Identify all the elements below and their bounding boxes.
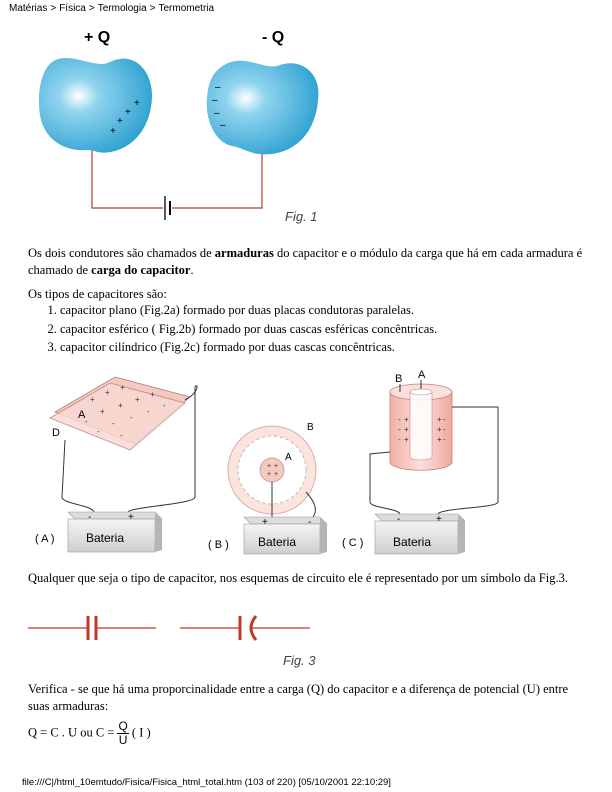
plus-sign: + (117, 116, 123, 127)
formula (28, 720, 588, 747)
battery-label: Bateria (86, 531, 125, 545)
cyl-charge: - (398, 425, 401, 434)
breadcrumb-item[interactable]: Matérias (9, 3, 48, 14)
breadcrumb-item[interactable]: Termometria (158, 3, 215, 14)
fig1-diagram (0, 0, 612, 240)
plate-charge: - (163, 401, 166, 410)
plus-sign: + (125, 107, 131, 118)
list-item: 2. capacitor esférico ( Fig.2b) formado por duas cascas esféricas concêntricas. (60, 320, 588, 339)
terminal-plus: + (262, 517, 268, 528)
paragraph-text: do capacitor e o módulo da carga que há em cada armadura é chamado de (28, 246, 583, 277)
paragraph-text: Os dois condutores são chamados de (28, 246, 215, 260)
label-b: B (307, 422, 314, 433)
minus-sign: – (220, 120, 226, 131)
paragraph-armaduras (28, 245, 588, 279)
label-d: D (52, 427, 60, 439)
capacitor-types-list (28, 301, 588, 357)
terminal-plus: + (436, 514, 442, 525)
fig2-diagram (0, 362, 612, 562)
battery-label: Bateria (393, 535, 432, 549)
paragraph-text: . (190, 263, 194, 277)
label-a: A (285, 452, 292, 463)
formula-suffix: ( I ) (131, 725, 151, 740)
cyl-charge: - (443, 435, 446, 444)
cyl-charge: + (437, 435, 442, 444)
minus-sign: – (214, 108, 220, 119)
plate-charge: - (147, 407, 150, 416)
plate-charge: + (120, 383, 125, 392)
cyl-charge: - (398, 435, 401, 444)
breadcrumb-item[interactable]: Termologia (97, 3, 147, 14)
terminal-minus: - (308, 517, 312, 528)
plate-charge: + (105, 388, 110, 397)
cyl-charge: - (443, 415, 446, 424)
cyl-charge: + (404, 425, 409, 434)
fig2b-caption: ( B ) (208, 539, 229, 551)
label-b: B (395, 373, 403, 385)
fig1-circuit-wire (92, 150, 262, 208)
fig3-symbols (0, 608, 612, 648)
breadcrumb-item[interactable]: Física (59, 3, 86, 14)
terminal-minus: - (397, 514, 401, 525)
breadcrumb-separator: > (149, 3, 156, 14)
negative-charge-label: - Q (262, 29, 285, 46)
positive-charge-label: + Q (84, 29, 111, 46)
types-intro: Os tipos de capacitores são: (28, 287, 167, 301)
label-a: A (418, 369, 426, 381)
terminal-minus: - (88, 512, 92, 523)
capacitor-symbol-plane (28, 616, 156, 640)
plus-sign: + (110, 126, 116, 137)
cyl-charge: + (437, 425, 442, 434)
term-armaduras: armaduras (214, 246, 274, 260)
cyl-charge: + (404, 415, 409, 424)
fig2a-caption: ( A ) (35, 533, 55, 545)
list-item: 3. capacitor cilíndrico (Fig.2c) formado por duas cascas concêntricas. (60, 338, 588, 357)
plate-charge: + (90, 395, 95, 404)
fraction-denominator: U (118, 733, 128, 747)
breadcrumb-separator: > (50, 3, 57, 14)
fraction-numerator: Q (118, 719, 128, 733)
minus-sign: – (215, 82, 221, 93)
plate-charge: + (150, 390, 155, 399)
plate-charge: - (85, 417, 88, 426)
battery-label: Bateria (258, 535, 297, 549)
plate-charge: - (112, 419, 115, 428)
negative-conductor (207, 61, 319, 155)
inner-charge: + (267, 471, 272, 478)
plate-charge: + (118, 401, 123, 410)
cyl-charge: + (404, 435, 409, 444)
cyl-charge: + (437, 415, 442, 424)
page-footer: file:///C|/html_10emtudo/Fisica/Fisica_html_total.htm (103 of 220) [05/10/2001 22:10:29] (22, 777, 391, 788)
terminal-plus: + (128, 512, 134, 523)
plus-sign: + (134, 98, 140, 109)
cyl-charge: - (443, 425, 446, 434)
plate-charge: - (130, 413, 133, 422)
inner-charge: + (274, 463, 279, 470)
paragraph-verify: Verifica - se que há uma proporcinalidade entre a carga (Q) do capacitor e a diferença de potencial (U) entre suas armaduras: (28, 682, 569, 713)
list-item: 1. capacitor plano (Fig.2a) formado por duas placas condutoras paralelas. (60, 301, 588, 320)
cyl-charge: - (398, 415, 401, 424)
term-carga-do-capacitor: carga do capacitor (91, 263, 191, 277)
breadcrumb-separator: > (88, 3, 95, 14)
plate-charge: + (100, 407, 105, 416)
fraction (117, 720, 128, 747)
cylindrical-capacitor (342, 369, 498, 554)
capacitor-symbol-polarized (180, 616, 310, 640)
fig1-caption: Fig. 1 (285, 209, 318, 224)
paragraph-symbol: Qualquer que seja o tipo de capacitor, nos esquemas de circuito ele é representado por um símbolo da Fig.3. (28, 571, 568, 585)
plane-capacitor (35, 377, 197, 552)
plate-charge: - (120, 431, 123, 440)
fig2c-caption: ( C ) (342, 537, 364, 549)
formula-prefix: Q = C . U ou C = (28, 725, 115, 740)
plate-charge: + (135, 395, 140, 404)
spherical-capacitor (208, 422, 327, 554)
fig3-caption: Fig. 3 (283, 653, 316, 668)
label-a: A (78, 409, 86, 421)
plate-charge: - (97, 427, 100, 436)
inner-charge: + (267, 463, 272, 470)
inner-charge: + (274, 471, 279, 478)
minus-sign: – (212, 95, 218, 106)
